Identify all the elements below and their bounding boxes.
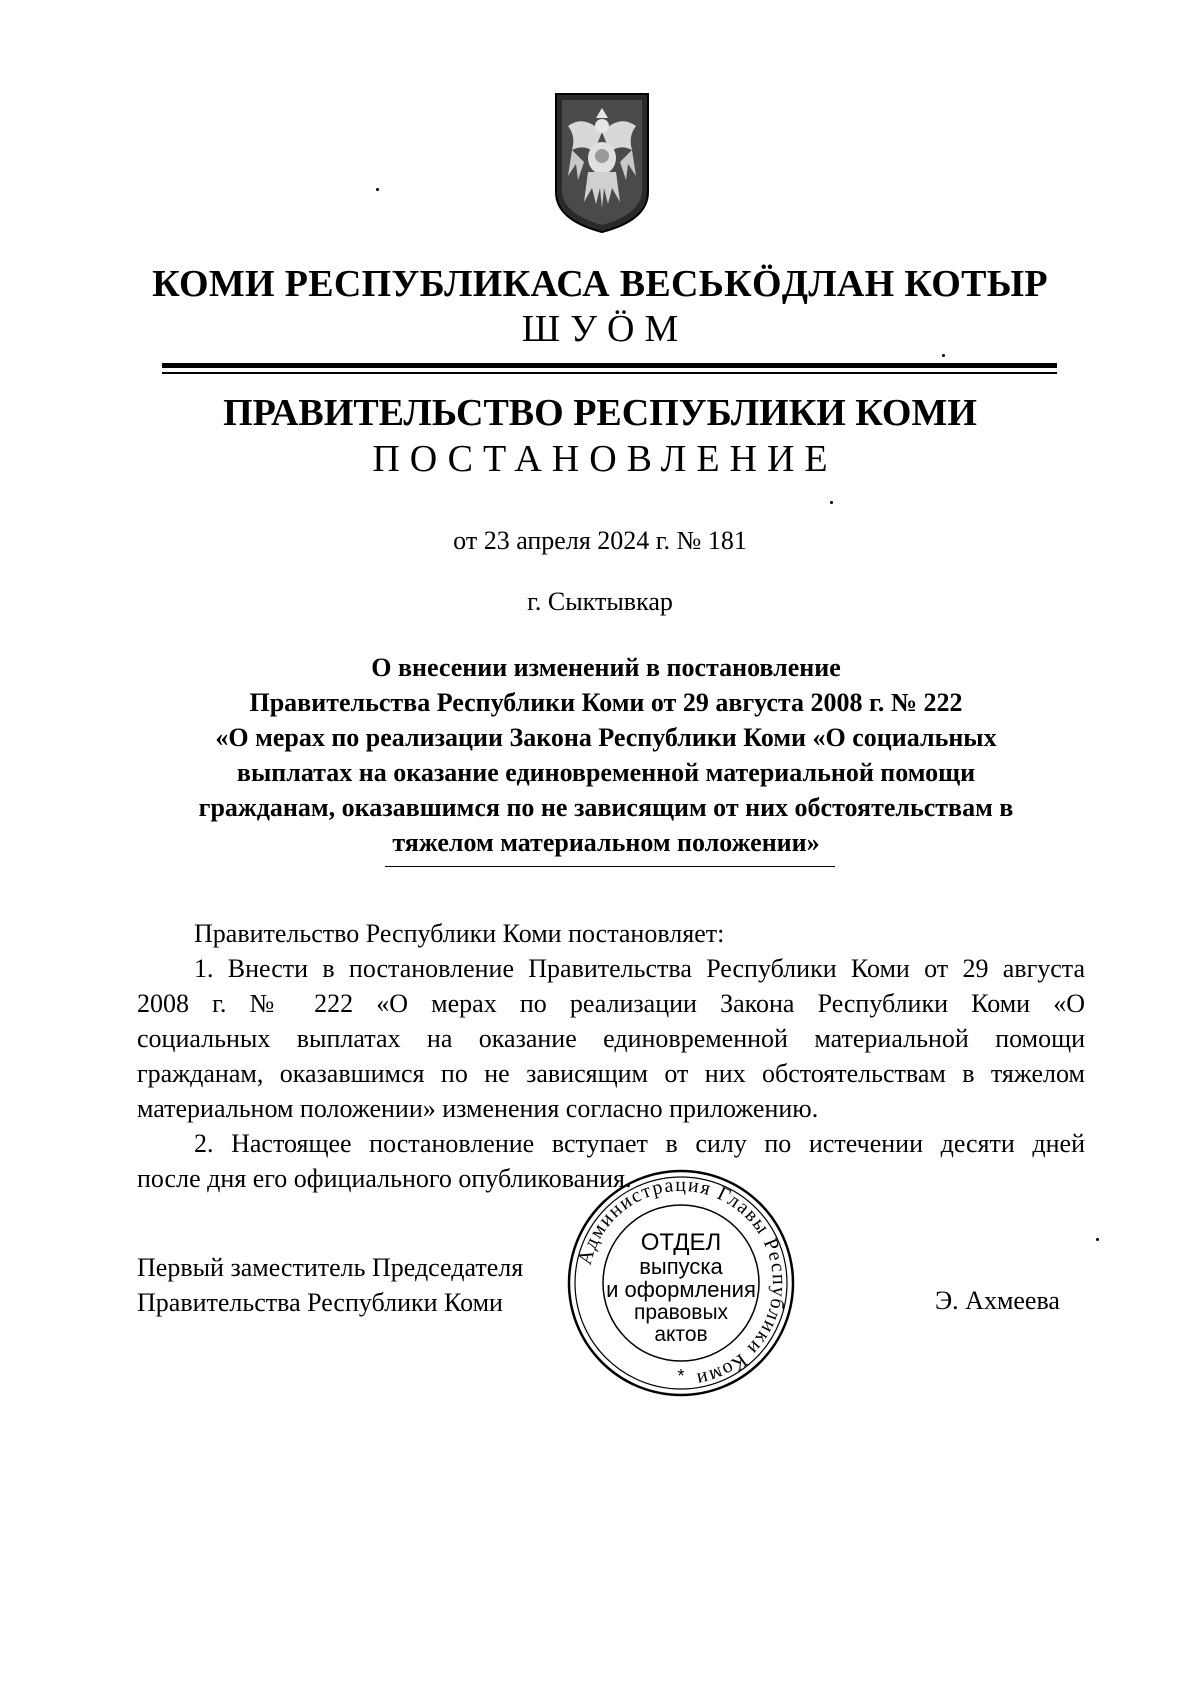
coat-of-arms-emblem (554, 92, 650, 234)
position-line: Правительства Республики Коми (137, 1288, 503, 1317)
header-rule-thick (162, 363, 1057, 368)
government-heading: ПРАВИТЕЛЬСТВО РЕСПУБЛИКИ КОМИ (223, 392, 977, 434)
scan-speck (942, 354, 945, 357)
signatory-name: Э. Ахмеева (935, 1286, 1060, 1315)
title-line: О внесении изменений в постановление (371, 653, 841, 682)
title-line: гражданам, оказавшимся по не зависящим от них обстоятельствам в (198, 793, 1014, 822)
position-line: Первый заместитель Председателя (137, 1253, 524, 1282)
signatory-position (137, 1250, 523, 1320)
stamp-center-line: выпуска (639, 1254, 723, 1279)
item-1-line: 1. Внести в постановление Правительства Республики Коми от 29 августа (194, 954, 1085, 983)
decree-heading: ПОСТАНОВЛЕНИЕ (372, 438, 838, 480)
document-title (160, 650, 1052, 860)
stamp-center-line: и оформления (606, 1277, 756, 1302)
stamp-ring-text: Администрация Главы Республики Коми (573, 1173, 791, 1391)
title-line: тяжелом материальном положении» (392, 828, 820, 857)
item-2-line: после дня его официального опубликования. (137, 1164, 632, 1193)
item-1-line: социальных выплатах на оказание единовременной материальной помощи (137, 1024, 1085, 1053)
title-line: «О мерах по реализации Закона Республики Коми «О социальных (215, 723, 997, 752)
item-1-line: гражданам, оказавшимся по не зависящим от них обстоятельствам в тяжелом (137, 1059, 1085, 1088)
date-number: от 23 апреля 2024 г. № 181 (453, 526, 747, 555)
item-1 (137, 951, 1085, 1126)
scan-speck (830, 501, 833, 504)
title-underline (385, 866, 835, 867)
document-body (137, 916, 1085, 1196)
title-line: выплатах на оказание единовременной материальной помощи (236, 758, 976, 787)
stamp-center-line: ОТДЕЛ (640, 1229, 722, 1256)
stamp-center-line: правовых (633, 1301, 729, 1324)
komi-doc-type-heading: ШУӦМ (521, 308, 689, 350)
official-stamp (566, 1168, 796, 1398)
item-1-line: 2008 г. № 222 «О мерах по реализации Закона Республики Коми «О (137, 989, 1085, 1018)
header-rule-thin (162, 372, 1057, 374)
city: г. Сыктывкар (527, 587, 673, 616)
scan-speck (376, 188, 379, 191)
komi-authority-heading: КОМИ РЕСПУБЛИКАСА ВЕСЬКӦДЛАН КОТЫР (152, 263, 1048, 305)
item-1-line: материальном положении» изменения согласно приложению. (137, 1094, 819, 1123)
scan-speck (1096, 1238, 1099, 1241)
stamp-center-line: актов (654, 1323, 708, 1346)
preamble: Правительство Республики Коми постановляет: (194, 919, 725, 948)
item-2-line: 2. Настоящее постановление вступает в силу по истечении десяти дней (194, 1129, 1085, 1158)
title-line: Правительства Республики Коми от 29 августа 2008 г. № 222 (249, 688, 963, 717)
stamp-star: * (677, 1366, 685, 1386)
